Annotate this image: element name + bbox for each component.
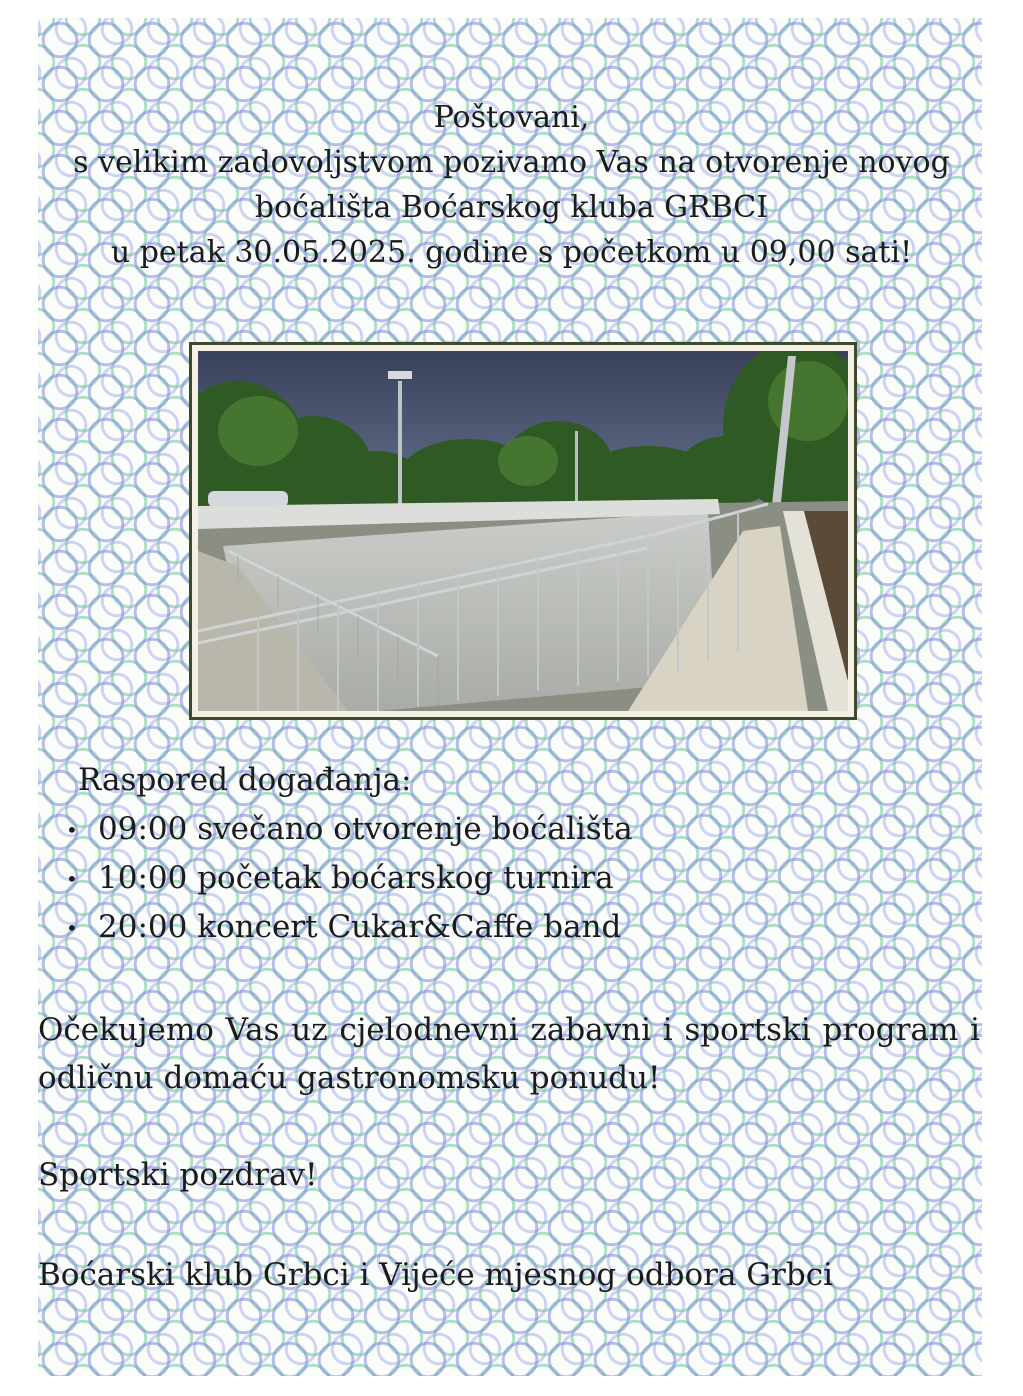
bullet-icon: • — [66, 867, 78, 891]
invitation-line-3: u petak 30.05.2025. godine s početkom u 09,00 sati! — [110, 235, 913, 270]
signature: Boćarski klub Grbci i Vijeće mjesnog odbora Grbci — [38, 1257, 833, 1293]
schedule-item — [66, 807, 633, 856]
schedule-list — [66, 807, 633, 954]
bocce-court-photo — [198, 351, 848, 711]
invitation-line-2: boćališta Boćarskog kluba GRBCI — [254, 190, 769, 225]
bullet-icon: • — [66, 916, 78, 940]
schedule-item — [66, 905, 633, 954]
bullet-icon: • — [66, 818, 78, 842]
schedule-item-text: 10:00 početak boćarskog turnira — [98, 860, 614, 896]
invitation-header — [0, 95, 1023, 275]
salutation: Poštovani, — [433, 100, 590, 135]
schedule-item-text: 09:00 svečano otvorenje boćališta — [98, 811, 633, 847]
sports-greeting: Sportski pozdrav! — [38, 1157, 318, 1193]
schedule-item — [66, 856, 633, 905]
photo-frame — [189, 342, 857, 720]
invitation-line-1: s velikim zadovoljstvom pozivamo Vas na otvorenje novog — [73, 145, 950, 180]
closing-paragraph: Očekujemo Vas uz cjelodnevni zabavni i sportski program i odličnu domaću gastronomsku ponudu! — [38, 1012, 980, 1096]
schedule-item-text: 20:00 koncert Cukar&Caffe band — [98, 909, 622, 945]
schedule-title: Raspored događanja: — [78, 762, 412, 798]
